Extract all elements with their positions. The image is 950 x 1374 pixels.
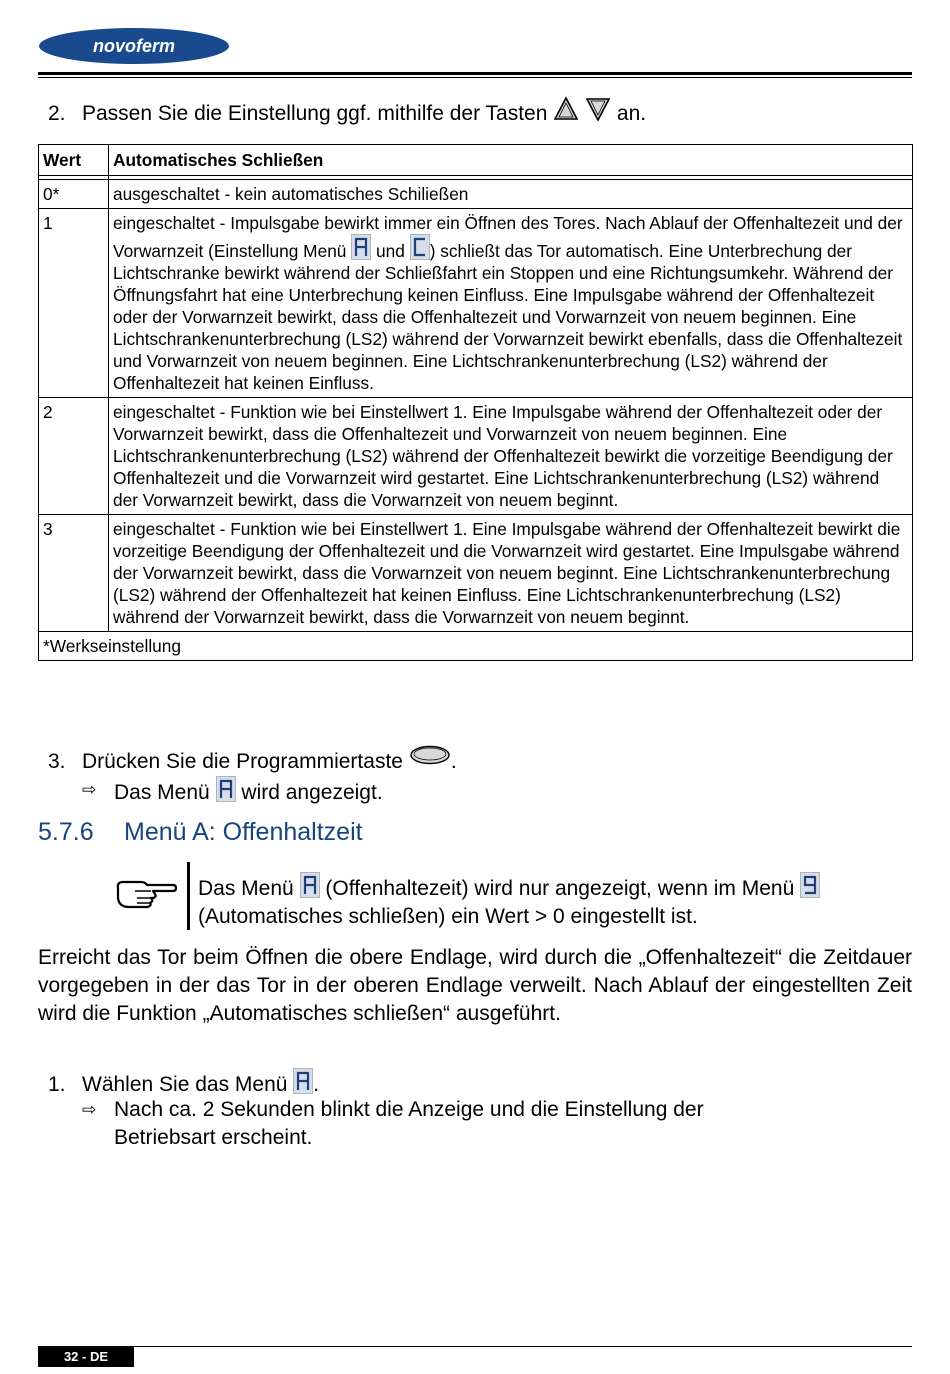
cell-description [109, 209, 913, 398]
step-number: 2. [48, 102, 66, 125]
section-heading [38, 818, 363, 847]
footer-rule [38, 1346, 912, 1347]
cell-text: eingeschaltet - Impulsgabe bewirkt immer ein Öffnen des Tores. Nach Ablauf der Offenhaltezeit und der Vorwarnzeit (Einstellung Menü [113, 213, 903, 261]
note-divider [187, 862, 190, 930]
step-3 [48, 744, 457, 776]
body-paragraph: Erreicht das Tor beim Öffnen die obere Endlage, wird durch die „Offenhaltezeit“ die Zeitdauer vorgegeben in der das Tor in der oberen Endlage verweilt. Nach Ablauf der eingestellten Zeit wird die Funktion „Automatisches schließen“ ausgeführt. [38, 946, 912, 1025]
cell-description: ausgeschaltet - kein automatisches Schiließen [109, 180, 913, 209]
note-text [198, 872, 918, 931]
program-button-icon [409, 744, 451, 766]
step-2 [48, 96, 646, 128]
step-text-after: . [313, 1073, 320, 1096]
cell-text: ) schließt das Tor automatisch. Eine Unterbrechung der Lichtschranke bewirkt während der Schließfahrt ein Stoppen und eine Richtungsumkehr. Während der Öffnungsfahrt hat eine Unterbrechung keinen Einfluss. Eine Impulsgabe während der Offenhaltezeit oder der Vorwarnzeit bewirkt, dass die Offenhaltezeit und Vorwarnzeit von neuem beginnen. Eine Lichtschrankenunterbrechung (LS2) während der Vorwarnzeit bewirkt ebenfalls, dass die Offenhaltezeit und Vorwarnzeit von neuem beginnen. Eine Lichtschrankenunterbrechung (LS2) während der Offenhaltezeit hat keinen Einfluss. [113, 241, 903, 393]
section-number: 5.7.6 [38, 818, 94, 846]
segment-display-a-icon [293, 1068, 313, 1094]
table-row [39, 398, 913, 515]
result-text: Betriebsart erscheint. [114, 1126, 313, 1149]
settings-table [38, 144, 913, 661]
cell-description: eingeschaltet - Funktion wie bei Einstellwert 1. Eine Impulsgabe während der Offenhaltezeit oder der Vorwarnzeit bewirkt, dass die Offenhaltezeit und Vorwarnzeit von neuem beginnen. Eine Lichtschrankenunterbrechung (LS2) während der Offenhaltezeit bewirkt die vorzeitige Beendigung der Offenhaltezeit und die Vorwarnzeit wird gestartet. Eine Lichtschrankenunterbrechung (LS2) während der Vorwarnzeit bewirkt, dass die Vorwarnzeit von neuem beginnt. [109, 398, 913, 515]
step-text-after: an. [616, 102, 647, 125]
result-text: Das Menü [114, 781, 210, 804]
result-text: wird angezeigt. [241, 781, 383, 804]
cell-value: 2 [39, 398, 109, 515]
column-header-value: Wert [39, 145, 109, 176]
triangle-down-icon [585, 96, 611, 122]
cell-description: eingeschaltet - Funktion wie bei Einstellwert 1. Eine Impulsgabe während der Offenhaltezeit bewirkt die vorzeitige Beendigung der Offenhaltezeit und die Vorwarnzeit wird gestartet. Eine Impulsgabe während der Vorwarnzeit bewirkt, dass die Vorwarnzeit von neuem beginnt. Eine Lichtschrankenunterbrechung (LS2) während der Offenhaltezeit hat keinen Einfluss. Eine Lichtschrankenunterbrechung (LS2) während der Vorwarnzeit bewirkt, dass die Vorwarnzeit von neuem beginnt. [109, 515, 913, 632]
cell-value: 0* [39, 180, 109, 209]
note-text-part: (Offenhaltezeit) wird nur angezeigt, wenn im Menü [325, 877, 795, 900]
result-arrow-icon: ⇨ [82, 780, 97, 799]
segment-display-a-icon [300, 872, 320, 898]
header-rule [38, 72, 912, 75]
table-row [39, 209, 913, 398]
segment-display-a-icon [351, 234, 371, 260]
page-number: 32 - DE [38, 1347, 134, 1367]
triangle-up-icon [553, 96, 579, 122]
step-text: Passen Sie die Einstellung ggf. mithilfe der Tasten [82, 102, 548, 125]
note-box [115, 862, 915, 932]
segment-display-9-icon [800, 872, 820, 898]
table-footnote: *Werkseinstellung [39, 632, 913, 661]
header-rule-thin [38, 77, 912, 78]
table-header-row [39, 145, 913, 176]
step-1 [48, 1068, 319, 1099]
step-text-after: . [450, 750, 457, 773]
novoferm-logo [38, 27, 230, 65]
column-header-description: Automatisches Schließen [109, 145, 913, 176]
cell-value: 3 [39, 515, 109, 632]
table-footnote-row [39, 632, 913, 661]
segment-display-c-icon [410, 234, 430, 260]
section-title-text: Menü A: Offenhaltzeit [124, 818, 363, 846]
segment-display-a-icon [216, 776, 236, 802]
step-text: Drücken Sie die Programmiertaste [82, 750, 403, 773]
step-3-result [82, 776, 882, 807]
result-text: Nach ca. 2 Sekunden blinkt die Anzeige und die Einstellung der [114, 1098, 704, 1121]
cell-value: 1 [39, 209, 109, 398]
note-text-part: (Automatisches schließen) ein Wert > 0 eingestellt ist. [198, 905, 698, 928]
table-row [39, 180, 913, 209]
step-number: 3. [48, 750, 66, 773]
logo-text: novoferm [92, 36, 176, 56]
note-text-part: Das Menü [198, 877, 294, 900]
pointing-hand-icon [115, 876, 177, 910]
step-1-result [82, 1096, 882, 1152]
table-row [39, 515, 913, 632]
result-arrow-icon: ⇨ [82, 1100, 97, 1119]
step-text: Wählen Sie das Menü [82, 1073, 288, 1096]
step-number: 1. [48, 1073, 66, 1096]
cell-text: und [376, 241, 405, 261]
